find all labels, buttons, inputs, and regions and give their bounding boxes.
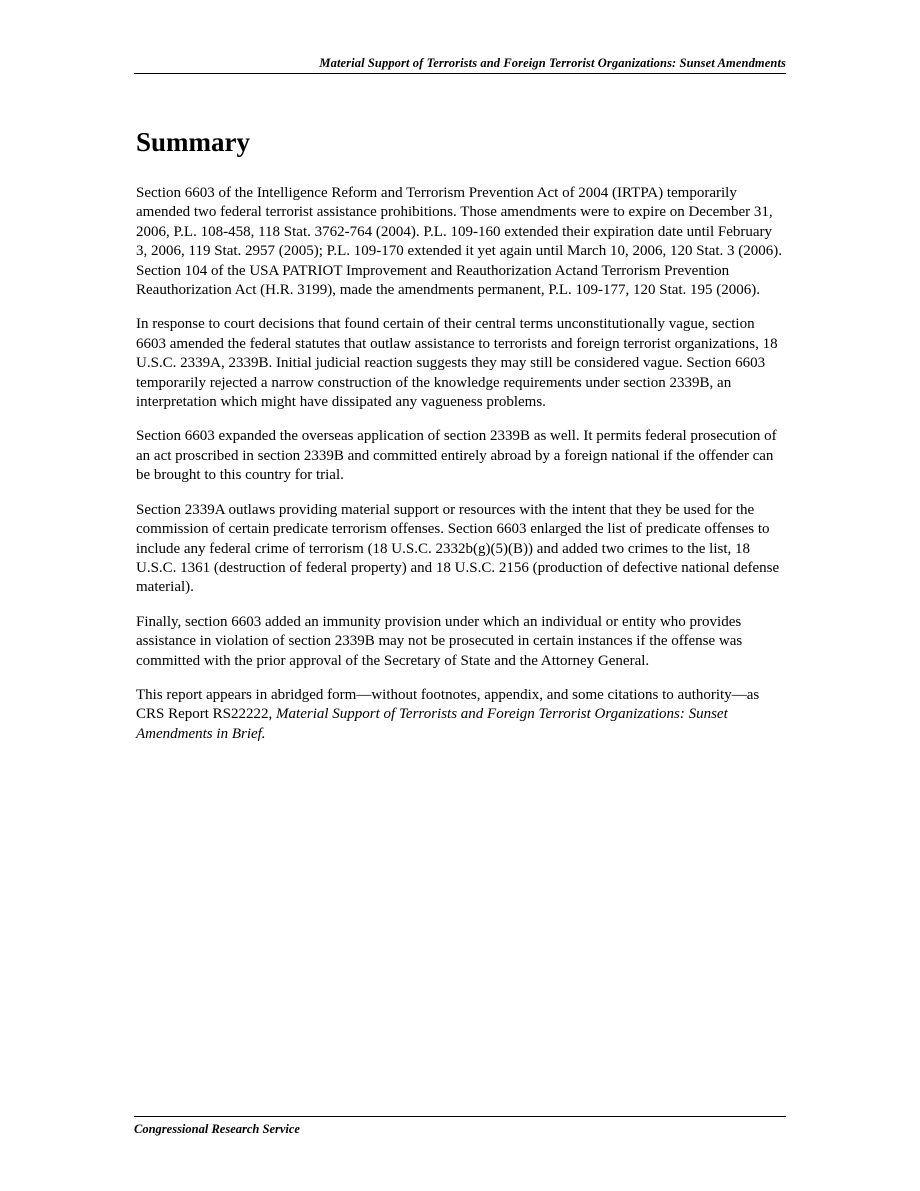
summary-paragraph-6: [136, 686, 786, 744]
summary-paragraph-5: Finally, section 6603 added an immunity provision under which an individual or entity who provides assistance in violation of section 2339B may not be prosecuted in certain instances if the offense was committed with the prior approval of the Secretary of State and the Attorney General.: [136, 613, 743, 669]
summary-paragraph-1: Section 6603 of the Intelligence Reform and Terrorism Prevention Act of 2004 (IRTPA) temporarily amended two federal terrorist assistance prohibitions. Those amendments were to expire on December 31, 2006, P.L. 108-458, 118 Stat. 3762-764 (2004). P.L. 109-160 extended their expiration date until February 3, 2006, 119 Stat. 2957 (2005); P.L. 109-170 extended it yet again until March 10, 2006, 120 Stat. 3 (2006). Section 104 of the USA PATRIOT Improvement and Reauthorization Actand Terrorism Prevention Reauthorization Act (H.R. 3199), made the amendments permanent, P.L. 109-177, 120 Stat. 195 (2006).: [136, 185, 783, 299]
section-heading: Summary: [136, 127, 250, 157]
summary-paragraph-2: In response to court decisions that found certain of their central terms unconstitutionally vague, section 6603 amended the federal statutes that outlaw assistance to terrorists and foreign terrorist organizations, 18 U.S.C. 2339A, 2339B. Initial judicial reaction suggests they may still be considered vague. Section 6603 temporarily rejected a narrow construction of the knowledge requirements under section 2339B, an interpretation which might have dissipated any vagueness problems.: [136, 316, 778, 411]
summary-paragraph-3: Section 6603 expanded the overseas application of section 2339B as well. It permits federal prosecution of an act proscribed in section 2339B and committed entirely abroad by a foreign national if the offender can be brought to this country for trial.: [136, 428, 777, 484]
running-footer: Congressional Research Service: [134, 1116, 786, 1137]
running-header: Material Support of Terrorists and Foreign Terrorist Organizations: Sunset Amendments: [134, 56, 786, 74]
summary-paragraph-4: Section 2339A outlaws providing material support or resources with the intent that they be used for the commission of certain predicate terrorism offenses. Section 6603 enlarged the list of predicate offenses to include any federal crime of terrorism (18 U.S.C. 2332b(g)(5)(B)) and added two crimes to the list, 18 U.S.C. 1361 (destruction of federal property) and 18 U.S.C. 2156 (production of defective national defense material).: [136, 501, 780, 596]
report-reference-text: This report appears in abridged form—without footnotes, appendix, and some citations to authority—as CRS Report RS22222,: [136, 686, 760, 723]
report-title-italic: Material Support of Terrorists and Foreign Terrorist Organizations: Sunset Amendments in Brief.: [136, 706, 728, 742]
summary-section: [136, 122, 786, 759]
